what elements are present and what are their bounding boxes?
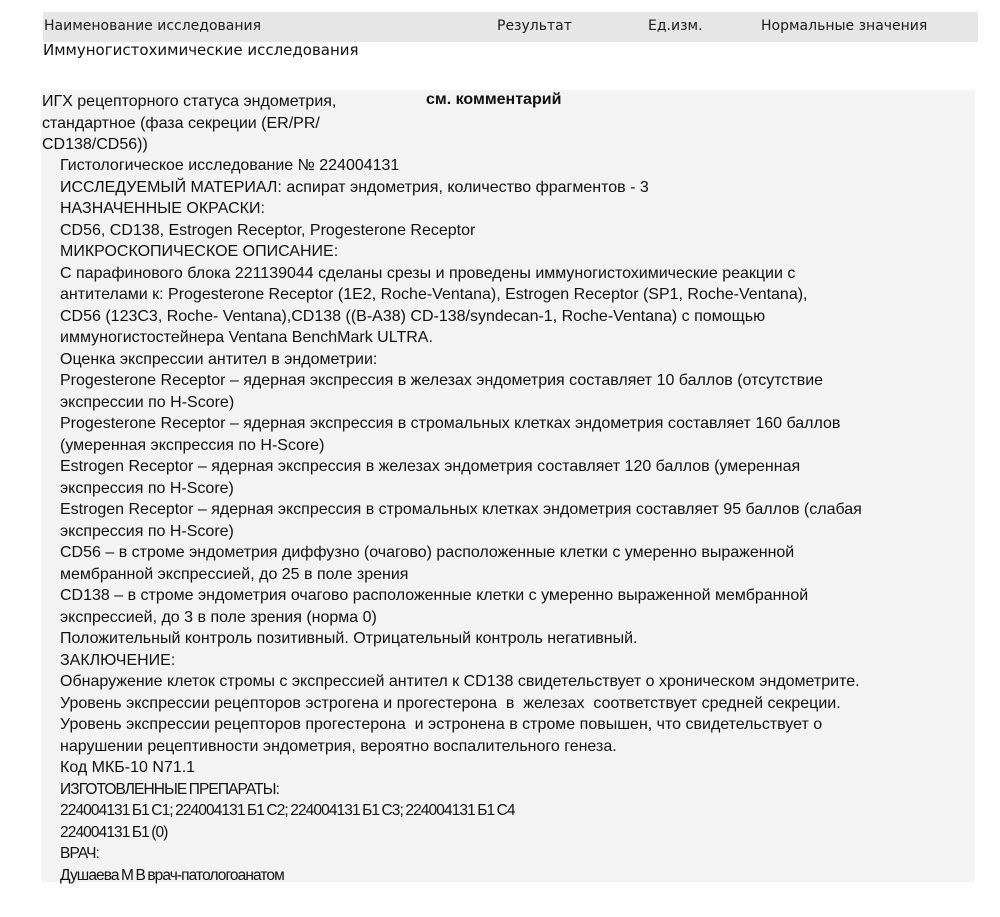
finding-er-stroma: Estrogen Receptor – ядерная экспрессия в стромальных клетках эндометрия составляет 95 баллов (слабая [60, 501, 862, 518]
column-header-result: Результат [497, 18, 572, 34]
finding-pr-stroma-cont: (умеренная экспрессия по H-Score) [60, 436, 325, 454]
conclusion-line: Уровень экспрессии рецепторов эстрогена и прогестерона в железах соответствует средней секреции. [60, 694, 841, 712]
conclusion-line: нарушении рецептивности эндометрия, вероятно воспалительного генеза. [60, 737, 617, 755]
preparations-line: 224004131 Б1 С1; 224004131 Б1 С2; 224004131 Б1 С3; 224004131 Б1 С4 [60, 802, 515, 819]
test-name [42, 91, 402, 156]
finding-er-glands: Estrogen Receptor – ядерная экспрессия в железах эндометрия составляет 120 баллов (умеренная [60, 458, 801, 475]
finding-cd138: CD138 – в строме эндометрия очагово расположенные клетки с умеренно выраженной мембранной [60, 587, 809, 604]
finding-er-stroma-cont: экспрессия по H-Score) [60, 522, 234, 540]
table-header [43, 12, 978, 42]
test-name-line: ИГХ рецепторного статуса эндометрия, [42, 93, 337, 110]
finding-pr-stroma: Progesterone Receptor – ядерная экспрессия в стромальных клетках эндометрия составляет 160 баллов [60, 415, 841, 432]
evaluation-heading: Оценка экспрессии антител в эндометрии: [60, 350, 378, 368]
preparations-line: 224004131 Б1 (0) [60, 823, 168, 841]
controls: Положительный контроль позитивный. Отрицательный контроль негативный. [60, 630, 638, 647]
microscopy-heading: МИКРОСКОПИЧЕСКОЕ ОПИСАНИЕ: [60, 243, 339, 260]
finding-cd56-cont: мембранной экспрессией, до 25 в поле зрения [60, 565, 409, 583]
microscopy-line: иммуногистостейнера Ventana BenchMark ULTRA. [60, 329, 433, 346]
conclusion-line: Обнаружение клеток стромы с экспрессией антител к CD138 свидетельствует о хроническом эндометрите. [60, 673, 860, 690]
column-header-name: Наименование исследования [44, 18, 262, 34]
column-header-norm: Нормальные значения [761, 18, 928, 34]
test-name-line: стандартное (фаза секреции (ER/PR/ [42, 114, 320, 132]
finding-cd138-cont: экспрессией, до 3 в поле зрения (норма 0) [60, 608, 377, 626]
column-header-unit: Ед.изм. [648, 18, 703, 34]
icd-code: Код МКБ-10 N71.1 [60, 759, 196, 776]
stains: CD56, CD138, Estrogen Receptor, Progesterone Receptor [60, 221, 476, 239]
section-title: Иммуногистохимические исследования [43, 41, 359, 59]
doctor-name: Душаева М В врач-патологоанатом [60, 866, 284, 884]
test-name-line: CD138/CD56)) [42, 136, 148, 153]
finding-cd56: CD56 – в строме эндометрия диффузно (очагово) расположенные клетки с умеренно выраженной [60, 544, 795, 561]
finding-pr-glands-cont: экспрессии по H-Score) [60, 393, 235, 411]
finding-pr-glands: Progesterone Receptor – ядерная экспрессия в железах эндометрия составляет 10 баллов (отсутствие [60, 372, 824, 389]
microscopy-line: С парафинового блока 221139044 сделаны срезы и проведены иммуногистохимические реакции с [60, 264, 796, 282]
conclusion-heading: ЗАКЛЮЧЕНИЕ: [60, 651, 176, 669]
material: ИССЛЕДУЕМЫЙ МАТЕРИАЛ: аспират эндометрия, количество фрагментов - 3 [60, 178, 649, 196]
study-number: Гистологическое исследование № 224004131 [60, 157, 400, 174]
test-result-block [41, 90, 975, 882]
microscopy-line: антителами к: Progesterone Receptor (1E2, Roche-Ventana), Estrogen Receptor (SP1, Roche-Ventana), [60, 286, 808, 303]
stains-heading: НАЗНАЧЕННЫЕ ОКРАСКИ: [60, 200, 265, 217]
doctor-heading: ВРАЧ: [60, 845, 99, 862]
microscopy-line: CD56 (123C3, Roche- Ventana),CD138 ((B-A38) CD-138/syndecan-1, Roche-Ventana) с помощью [60, 307, 766, 325]
conclusion-line: Уровень экспрессии рецепторов прогестерона и эстронена в строме повышен, что свидетельствует о [60, 716, 823, 733]
comment-body [60, 155, 965, 886]
preparations-heading: ИЗГОТОВЛЕННЫЕ ПРЕПАРАТЫ: [60, 780, 279, 798]
test-result-value: см. комментарий [426, 91, 562, 108]
finding-er-glands-cont: экспрессия по H-Score) [60, 479, 234, 497]
